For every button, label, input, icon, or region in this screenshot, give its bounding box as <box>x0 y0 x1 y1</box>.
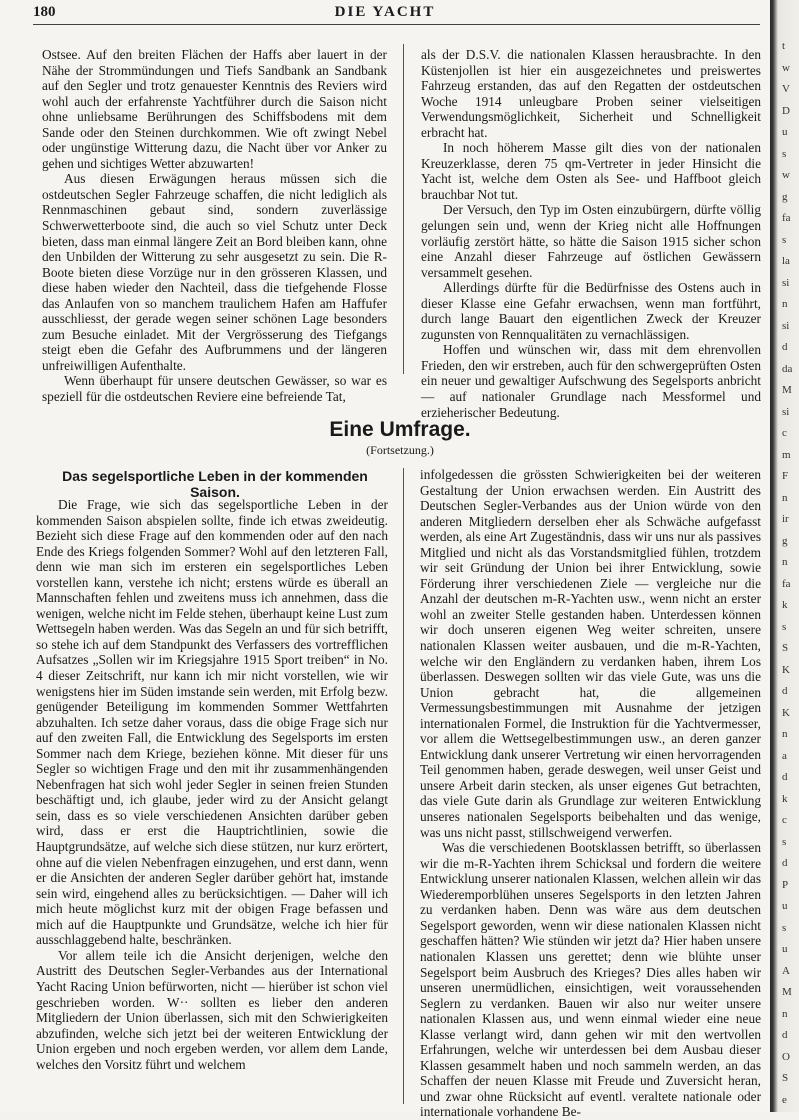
edge-fragment: u <box>782 126 788 138</box>
edge-fragment: d <box>782 685 788 697</box>
edge-fragment: d <box>782 341 788 353</box>
paragraph: Allerdings dürfte für die Bedürfnisse des Ostens auch in dieser Klasse eine Gefahr erwachsen, wenn man fortführt, durch lange Bauart den eigentlichen Zweck der Kreuzer zugunsten von Rennqualitäten zu vernachlässigen. <box>421 280 761 342</box>
edge-fragment: g <box>782 190 788 203</box>
column-divider-bottom <box>403 468 404 1104</box>
edge-fragment: g <box>782 534 788 547</box>
paragraph: infolgedessen die grössten Schwierigkeiten bei der weiteren Gestaltung der Union erwachsen werden. Ein Austritt des Deutschen Segler-Verbandes aus der Union würde von den anderen Mitgliedern derselben eher als Schwäche aufgefasst werden, als eine Art Zugeständnis, dass wir uns nur als passives Mitglied und nicht als das Vorstandsmitglied fühlen, trotzdem wir seit Gründung der Union bei ihrer Entwicklung, sowie Förderung ihrer verschiedenen Ziele — vergleiche nur die Anzahl der deutschen m-R-Yachten usw., wenn nicht an erster wohl an zweiter Stelle gestanden haben. Unterdessen können wir doch unseren eigenen Weg weiter schreiten, unsere nationalen Klassen weiter ausbauen, und die m-R-Yachten, welche wir den Engländern zu verdanken haben, ihrem Los überlassen. Deswegen sollten wir das viele Gute, was uns die Union gebracht hat, die allgemeinen Vermessungsbestimmungen mit Ausnahme der jetzigen internationalen Formel, die Instruktion für die Yachtvermesser, vor allem die Wettsegelbestimmungen usw., an deren ganzer Entwicklung dank unserer Vertretung wir einen hervorragenden Teil genommen haben, gerade deswegen, weil unser Geist und unsere Arbeit darin stecken, als unser eigenes Gut betrachten, das viele Gute darin als Grundlage zur weiteren Entwicklung unseres nationalen Segelsports beibehalten und das wenige, was uns nicht passt, stillschweigend verwerfen. <box>420 467 761 840</box>
edge-fragment: n <box>782 556 788 568</box>
paragraph: Hoffen und wünschen wir, dass mit dem ehrenvollen Frieden, den wir erstreben, auch für den schwergeprüften Osten ein neuer und gewaltiger Aufschwung des Segelsports anbricht — auf nationaler Grundlage nach Messformel und erzieherischer Bedeutung. <box>421 342 761 420</box>
paragraph: Was die verschiedenen Bootsklassen betrifft, so überlassen wir die m-R-Yachten ihrem Schicksal und fordern die weitere Entwicklung unserer nationalen Klassen, welchen allein wir das Wiederemporblühen unseres Segelsports in den letzten Jahren zu verdanken haben. Denn was wäre aus dem deutschen Segelsport geworden, wenn wir diese nationalen Klassen nicht geschaffen hätten? Wie stünden wir jetzt da? Hier haben unsere nationalen Klassen uns gerettet; denn wie blühte unser Segelsport beim Ausbruch des Krieges? Dies alles haben wir unseren unermüdlichen, einsichtigen, weit voraussehenden Seglern zu verdanken. Bauen wir also nur weiter unsere nationalen Klassen aus, und wenn einmal wieder eine neue Klasse verlangt wird, dann gehen wir mit den wertvollen Erfahrungen, welche wir unterdessen bei dem Ausbau dieser Klassen gesammelt haben und noch sammeln werden, an das Schaffen der neuen Klasse mit Freude und Zuversicht heran, und zwar ohne Rücksicht auf eventl. veraltete nationale oder internationale vorhandene Be- <box>420 840 761 1120</box>
edge-fragment: D <box>782 104 790 117</box>
paragraph: Vor allem teile ich die Ansicht derjenigen, welche den Austritt des Deutschen Segler-Verbandes aus der International Yacht Racing Union befürworten, nicht — hierüber ist schon viel geschrieben worden. W·· sollten es lieber den anderen Mitgliedern der Union überlassen, sich mit den Schwierigkeiten abzufinden, welche sich jetzt bei der weiteren Entwicklung der Union ergeben und noch ergeben werden, vor allem dem Lande, welches den Vorsitz führt und welchem <box>36 947 388 1072</box>
edge-fragment: S <box>782 642 789 654</box>
edge-fragment: V <box>782 83 790 95</box>
edge-fragment: O <box>782 1050 790 1063</box>
next-page-edge <box>770 0 799 1112</box>
edge-fragment: si <box>782 319 790 332</box>
paragraph: Der Versuch, den Typ im Osten einzubürgern, dürfte völlig gelungen sein und, wenn der Krieg nicht alle Hoffnungen vorläufig zerstört hätte, so hätte die Saison 1915 sicher schon eine Anzahl dieser Fahrzeuge auf östlichen Gewässern versammelt gesehen. <box>421 202 761 280</box>
edge-fragment: u <box>782 943 788 955</box>
column-bottom-right <box>420 467 761 1120</box>
edge-fragment: K <box>782 706 790 719</box>
edge-fragment: n <box>782 298 788 310</box>
paragraph: als der D.S.V. die nationalen Klassen herausbrachte. In den Küstenjollen ist hier ein ausgezeichnetes und preiswertes Fahrzeug erstanden, das auf den Regatten der ostdeutschen Woche 1914 unleugbare Proben seiner vielseitigen Verwendungsmöglichkeit, Sicherheit und Schnelligkeit erbracht hat. <box>421 47 761 140</box>
column-top-left <box>42 47 387 405</box>
edge-fragment: d <box>782 1029 788 1041</box>
edge-fragment: fa <box>782 577 791 590</box>
edge-fragment: t <box>782 40 786 52</box>
edge-fragment: n <box>782 491 788 504</box>
edge-fragment: a <box>782 749 787 762</box>
paragraph: Wenn überhaupt für unsere deutschen Gewässer, so war es speziell für die ostdeutschen Reviere eine befreiende Tat, <box>42 373 387 405</box>
edge-fragment: F <box>782 470 789 482</box>
edge-fragment: A <box>782 964 790 977</box>
edge-fragment: s <box>782 620 787 633</box>
edge-fragment: si <box>782 276 790 289</box>
paragraph: Ostsee. Auf den breiten Flächen der Haffs aber lauert in der Nähe der Strommündungen und Tiefs Sandbank an Sandbank auf den Segler und trotz genauester Kenntnis des Reviers wird wohl auch der erfahrenste Yachtführer durch die Saison nicht ohne unliebsame Berührungen des Schiffsbodens mit dem Sande oder den Steinen durchkommen. Wie oft zwingt Nebel oder ungünstige Witterung dazu, die Nacht über vor Anker zu gehen und sichtiges Wetter abzuwarten! <box>42 47 387 171</box>
edge-fragment: w <box>782 169 790 181</box>
edge-fragment: fa <box>782 212 791 224</box>
edge-fragment: ir <box>782 513 789 525</box>
article-subtitle: (Fortsetzung.) <box>366 443 434 457</box>
edge-fragment: n <box>782 1007 788 1020</box>
edge-fragment: s <box>782 921 787 934</box>
edge-fragment: s <box>782 835 787 848</box>
edge-fragment: da <box>782 362 793 375</box>
edge-fragment: w <box>782 61 790 74</box>
edge-fragment: m <box>782 448 791 461</box>
edge-fragment: la <box>782 255 790 267</box>
edge-fragment: n <box>782 728 788 740</box>
paragraph: Die Frage, wie sich das segelsportliche Leben in der kommenden Saison abspielen sollte, finde ich etwas zweideutig. Bezieht sich diese Frage auf den kommenden oder auf den nach Ende des Kriegs folgenden Sommer? Wohl auf den letzteren Fall, denn wie man sich im ersteren ein segelsportliches Leben vorstellen kann, verstehe ich nicht; erstens würde es überall an Mannschaften fehlen und zweitens muss ich annehmen, dass die wenigen, welche nicht im Felde stehen, überhaupt keine Lust zum Wettsegeln haben werden. Was das Segeln an und für sich betrifft, so stehe ich auf dem Standpunkt des Verfassers des vortrefflichen Aufsatzes „Sollen wir im Kriegsjahre 1915 Sport treiben“ in No. 4 dieser Zeitschrift, nur kann ich mir nicht vorstellen, wie wir wenigstens hier im Süden imstande sein werden, mit Erfolg bezw. genügender Beteiligung im kommenden Sommer Wettfahrten abzuhalten. Ich setze daher voraus, dass die obige Frage sich nur auf den zweiten Fall, die Entwicklung des Segelsports im ersten Sommer nach dem Kriege, beziehen könne. Mit dieser für uns Segler so wichtigen Frage und den mit ihr zusammenhängenden Nebenfragen hat sich wohl jeder Segler in seinen freien Stunden beschäftigt und, ich glaube, jeder wird zu der Ansicht gelangt sein, dass es so viele verschiedenen Ansichten darüber geben wird, dass er erst die Hauptrichtlinien, sowie die Hauptgrundsätze, auf welche sich diese stützen, nur kurz erörtert, ohne auf die vielen Nebenfragen einzugehen, und erst dann, wenn er die Ansichten der anderen Segler darüber gehört hat, imstande sein wird, eingehend alles zu berücksichtigen. — Daher will ich mich heute möglichst kurz mit der obigen Frage befassen und mich auf die Hauptpunkte und Grundsätze, welche ich hier für ausschlaggebend halte, beschränken. <box>36 497 388 948</box>
edge-fragment: d <box>782 857 788 869</box>
paragraph: In noch höherem Masse gilt dies von der nationalen Kreuzerklasse, deren 75 qm-Vertreter in jeder Hinsicht die Yacht ist, welche dem Osten als See- und Haffboot gleich brauchbar Not tut. <box>421 140 761 202</box>
page-number: 180 <box>33 4 56 20</box>
edge-fragment: e <box>782 1093 787 1106</box>
edge-fragment: u <box>782 900 788 912</box>
edge-fragment: d <box>782 771 788 783</box>
edge-fragment: S <box>782 1072 789 1084</box>
edge-fragment: si <box>782 405 790 418</box>
edge-fragment: k <box>782 792 788 805</box>
edge-fragment: s <box>782 147 787 160</box>
edge-fragment: c <box>782 814 787 826</box>
edge-fragment: M <box>782 384 792 396</box>
edge-fragment: K <box>782 663 790 676</box>
paragraph: Aus diesen Erwägungen heraus müssen sich die ostdeutschen Segler Fahrzeuge schaffen, die nicht lediglich als Rennmaschinen gebaut sind, sondern zuverlässige Schwerwetterboote sind, die auch so viel Schutz unter Deck bieten, dass man einmal längere Zeit an Bord bleiben kann, ohne den Unbilden der Witterung zu sehr ausgesetzt zu sein. Die R-Boote bieten diese Vorzüge nur in den grösseren Klassen, und diese haben wieder den Nachteil, dass die tiefgehende Flosse das Anlaufen von so manchem traulichem Hafen am Haffufer ausschliesst, der gerade wegen seiner schönen Lage besonders zum Besuche einladet. Mit der Vergrösserung des Tiefgangs steigt eben die Gefahr des Aufbrummens und der längeren unfreiwilligen Aufenthalte. <box>42 171 387 373</box>
edge-fragment: s <box>782 233 787 246</box>
article-title: Eine Umfrage. <box>329 418 471 441</box>
header-rule <box>33 24 760 25</box>
column-bottom-left <box>36 497 388 1072</box>
edge-fragment: k <box>782 599 788 611</box>
edge-fragment: c <box>782 427 787 439</box>
edge-fragment: P <box>782 878 789 891</box>
section-heading: Das segelsportliche Leben in der kommenden Saison. <box>62 468 368 500</box>
column-divider-top <box>403 44 404 374</box>
column-top-right <box>421 47 761 420</box>
edge-fragment: M <box>782 986 792 998</box>
running-header: DIE YACHT <box>334 4 436 20</box>
